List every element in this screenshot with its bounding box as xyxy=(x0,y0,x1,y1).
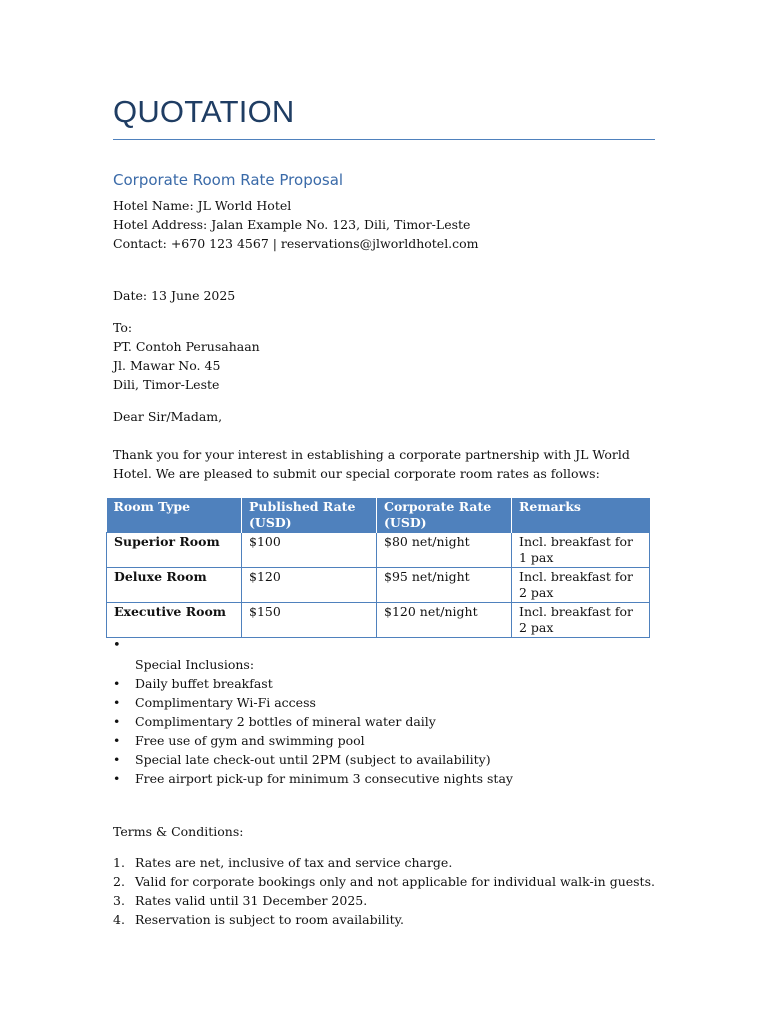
cell-published-rate: $100 xyxy=(242,533,377,568)
cell-corporate-rate: $120 net/night xyxy=(377,603,512,638)
terms-item: 2. Valid for corporate bookings only and not applicable for individual walk-in guests. xyxy=(113,874,655,889)
header-corporate-rate: Corporate Rate (USD) xyxy=(377,498,512,533)
terms-heading: Terms & Conditions: xyxy=(113,824,244,839)
rate-table xyxy=(106,498,650,638)
cell-corporate-rate: $95 net/night xyxy=(377,568,512,603)
hotel-name: Hotel Name: JL World Hotel xyxy=(113,198,292,213)
cell-published-rate: $120 xyxy=(242,568,377,603)
title-underline xyxy=(113,139,655,140)
bullet-icon: • xyxy=(113,695,121,710)
proposal-subtitle: Corporate Room Rate Proposal xyxy=(113,171,344,189)
list-item: • Complimentary Wi-Fi access xyxy=(113,695,316,710)
hotel-address: Hotel Address: Jalan Example No. 123, Dili, Timor-Leste xyxy=(113,217,471,232)
intro-paragraph: Thank you for your interest in establishing a corporate partnership with JL World Hotel. We are pleased to submit our special corporate room rates as follows: xyxy=(113,447,630,481)
header-remarks: Remarks xyxy=(512,498,650,533)
bullet-icon: • xyxy=(113,676,121,691)
cell-room-type: Superior Room xyxy=(107,533,242,568)
list-item: • Complimentary 2 bottles of mineral water daily xyxy=(113,714,436,729)
bullet-icon: • xyxy=(113,752,121,767)
recipient-street: Jl. Mawar No. 45 xyxy=(113,358,221,373)
recipient-city: Dili, Timor-Leste xyxy=(113,377,220,392)
bullet-icon: • xyxy=(113,771,121,786)
table-row xyxy=(107,533,650,568)
quote-date: Date: 13 June 2025 xyxy=(113,288,236,303)
salutation: Dear Sir/Madam, xyxy=(113,409,223,424)
cell-room-type: Deluxe Room xyxy=(107,568,242,603)
table-row xyxy=(107,603,650,638)
cell-published-rate: $150 xyxy=(242,603,377,638)
terms-item: 4. Reservation is subject to room availability. xyxy=(113,912,404,927)
list-item: • Daily buffet breakfast xyxy=(113,676,273,691)
table-row xyxy=(107,568,650,603)
header-room-type: Room Type xyxy=(107,498,242,533)
bullet-icon: • xyxy=(113,714,121,729)
terms-item: 1. Rates are net, inclusive of tax and service charge. xyxy=(113,855,453,870)
cell-remarks: Incl. breakfast for 1 pax xyxy=(512,533,650,568)
rate-table-header xyxy=(107,498,650,533)
cell-remarks: Incl. breakfast for 2 pax xyxy=(512,568,650,603)
cell-corporate-rate: $80 net/night xyxy=(377,533,512,568)
empty-bullet: • xyxy=(113,638,121,653)
cell-room-type: Executive Room xyxy=(107,603,242,638)
terms-item: 3. Rates valid until 31 December 2025. xyxy=(113,893,368,908)
list-item: • Special late check-out until 2PM (subject to availability) xyxy=(113,752,491,767)
cell-remarks: Incl. breakfast for 2 pax xyxy=(512,603,650,638)
hotel-contact: Contact: +670 123 4567 | reservations@jlworldhotel.com xyxy=(113,236,479,251)
document-title: QUOTATION xyxy=(113,94,295,129)
list-item: • Free airport pick-up for minimum 3 consecutive nights stay xyxy=(113,771,513,786)
recipient-company: PT. Contoh Perusahaan xyxy=(113,339,260,354)
to-label: To: xyxy=(113,320,133,335)
header-published-rate: Published Rate (USD) xyxy=(242,498,377,533)
inclusions-heading: Special Inclusions: xyxy=(135,657,255,672)
list-item: • Free use of gym and swimming pool xyxy=(113,733,365,748)
bullet-icon: • xyxy=(113,733,121,748)
